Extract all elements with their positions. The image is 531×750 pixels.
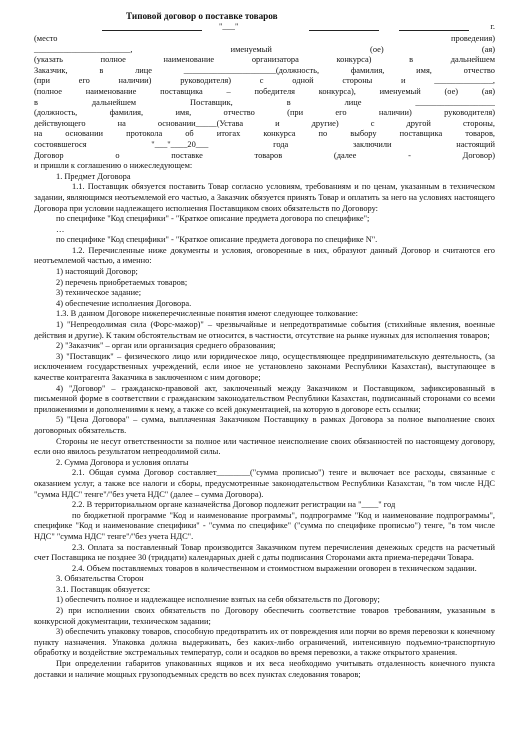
paragraph: Стороны не несут ответственности за полное или частичное неисполнение своих обязанностей по настоящему договору, если оно явилось результатом непреодолимой силы. [34, 436, 495, 457]
preamble-line: (должность, фамилия, имя, отчество (при его наличии) руководителя) [34, 108, 495, 118]
list-item: 3) техническое задание; [56, 288, 142, 298]
list-item: 4) обеспечение исполнения Договора. [56, 298, 192, 308]
month-blank [309, 30, 379, 31]
date-line [34, 22, 495, 34]
preamble-line: Заказчик, в лице ______________________(должность, фамилия, имя, отчество [34, 65, 495, 75]
date-quote-marks: "___" [219, 22, 239, 31]
paragraph: 3.1. Поставщик обязуется: [56, 584, 151, 594]
spec-line: по специфике "Код специфики" - "Краткое описание предмета договора по специфике"; [56, 214, 370, 224]
section-heading: 1. Предмет Договора [56, 171, 131, 181]
definition: 1) "Непреодолимая сила (Форс-мажор)" – чрезвычайные и непредотвратимые события (стихийные явления, военные действия и другие). К таким обстоятельствам не относится, в частности, отсутствие на рынке нужных для исполнения товаров; [34, 320, 495, 340]
contract-document [34, 11, 495, 680]
paragraph: 1.2. Перечисленные ниже документы и условия, оговоренные в них, образуют данный Договор и считаются его неотъемлемой частью, а именно: [34, 245, 495, 266]
preamble-line: (при его наличии) руководителя) с одной стороны и ______________, [34, 76, 495, 86]
preamble-line: (указать полное наименование организатора конкурса) в дальнейшем [34, 55, 495, 65]
section-heading: 3. Обязательства Сторон [56, 574, 144, 584]
preamble-line: в дальнейшем Поставщик, в лице ___________________ [34, 97, 495, 107]
paragraph: 2.2. В территориальном органе казначейства Договор подлежит регистрации на "____" год [72, 500, 396, 510]
preamble-line: и пришли к соглашению о нижеследующем: [34, 161, 193, 171]
year-blank [399, 30, 469, 31]
preamble-line: на основании протокола об итогах конкурса по выбору поставщика товаров, [34, 129, 495, 139]
preamble-line: (полное наименование поставщика – победителя конкурса), именуемый (ое) (ая) [34, 86, 495, 96]
list-item: 1) настоящий Договор; [56, 267, 138, 277]
place-blank [102, 30, 202, 31]
definition: 5) "Цена Договора" – сумма, выплаченная Заказчиком Поставщику в рамках Договора за полное выполнение своих договорных обязательств. [34, 415, 495, 435]
obligation-item: 3) обеспечить упаковку товаров, способную предотвратить их от повреждения или порчи во время перевозки к конечному пункту назначения. Упаковка должна выдерживать, без каких-либо ограничений, интенсивную подъемно-транспортную обработку и воздействие экстремальных температур, соли и осадков во время перевозки, а также открытого хранения. [34, 627, 495, 658]
preamble-line: действующего на основании_____(Устава и другие) с другой стороны, [34, 118, 495, 128]
spec-ellipsis: … [56, 224, 65, 234]
obligation-item: 1) обеспечить полное и надлежащее исполнение взятых на себя обязательств по Договору; [56, 595, 380, 605]
paragraph: 2.3. Оплата за поставленный Товар производится Заказчиком путем перечисления денежных средств на расчетный счет Поставщика не позднее 30 (тридцати) календарных дней с даты подписания Сторонами акта приема-передачи Товара. [34, 542, 495, 563]
preamble-line: состоявшегося "___"____20___ года заключили настоящий [34, 139, 495, 149]
preamble-line: (место проведения) [34, 34, 495, 43]
definition: 3) "Поставщик" – физического лицо или юридическое лицо, осуществляющее предпринимательскую деятельность, (за исключением государственных учреждений, если иное не установлено законами Республики Казахстан), выступающее в качестве контрагента Заказчика в заключенном с ним договоре; [34, 351, 495, 382]
spec-line: по специфике "Код специфики" - "Краткое описание предмета договора по специфике N". [56, 235, 378, 245]
paragraph: 1.3. В данном Договоре нижеперечисленные понятия имеют следующее толкование: [56, 309, 358, 319]
definition: 4) "Договор" – гражданско-правовой акт, заключенный между Заказчиком и Поставщиком, зафиксированный в письменной форме в соответствии с гражданским законодательством Республики Казахстан, подписанный сторонами со всеми приложениями и дополнениями к нему, а также со всей документацией, на которую в договоре есть ссылки; [34, 383, 495, 414]
obligation-item: 2) при исполнении своих обязательств по Договору обеспечить соответствие товаров требованиям, указанным в конкурсной документации, техническом задании; [34, 606, 495, 626]
paragraph: по бюджетной программе "Код и наименование программы", подпрограмме "Код и наименование подпрограммы", специфике "Код и наименование специфики" - "сумма по специфике" ("сумма по специфике прописью") тенге, "в том числе НДС" "сумма НДС" тенге"/"без учета НДС". [34, 510, 495, 541]
list-item: 2) перечень приобретаемых товаров; [56, 277, 188, 287]
document-title: Типовой договор о поставке товаров [126, 11, 278, 21]
paragraph: 1.1. Поставщик обязуется поставить Товар согласно условиям, требованиям и по ценам, указанным в техническом задании, являющимся неотъемлемой его частью, а Заказчик обязуется принять Товар и оплатить за него на условиях настоящего Договора при условии надлежащего исполнения Поставщиком своих обязательств по Договору: [34, 182, 495, 213]
preamble-line: Договор о поставке товаров (далее - Договор) [34, 150, 495, 160]
section-heading: 2. Сумма Договора и условия оплаты [56, 457, 189, 467]
preamble-line: _______________________, именуемый (ое) (ая) [34, 44, 495, 54]
paragraph: 2.4. Объем поставляемых товаров в количественном и стоимостном выражении оговорен в техническом задании. [72, 563, 477, 573]
definition: 2) "Заказчик" – орган или организация среднего образования; [56, 341, 276, 351]
paragraph: При определении габаритов упакованных ящиков и их веса необходимо учитывать отдаленность конечного пункта доставки и наличие мощных грузоподъемных средств во всех пунктах следования товаров; [34, 659, 495, 679]
paragraph: 2.1. Общая сумма Договор составляет________("сумма прописью") тенге и включает все расходы, связанные с оказанием услуг, а также все налоги и сборы, предусмотренные законодательством Республики Казахстан, "в том числе НДС "сумма НДС" тенге"/"без учета НДС" (далее – сумма Договора). [34, 468, 495, 499]
year-suffix: г. [490, 22, 495, 31]
